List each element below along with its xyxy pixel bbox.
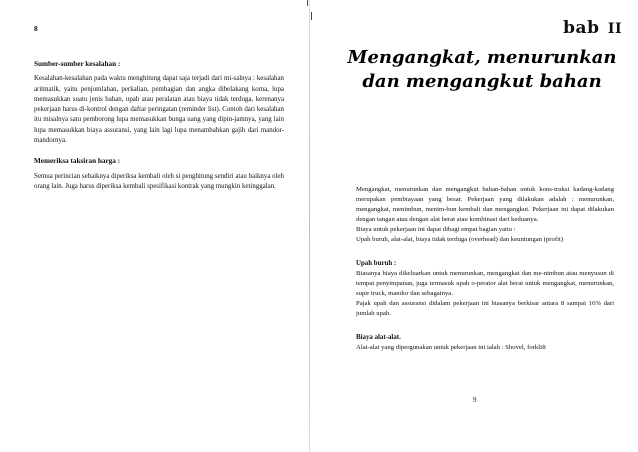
intro-paragraph: Mengangkat, menurunkan dan mengangkut bahan-bahan untuk kons-truksi kadang-kadang merupakan pembiayaan yang besar. Pekerjaan yang dilakukan adalah : menurunkan, mengangkat, menimbun, menim-bun kembali dan mengangkut. Pekerjaan ini dapat dilakukan dengan tangan atau dengan alat berat atau kombinasi dari keduanya. — [356, 186, 614, 223]
paragraph-labor-tax: Pajak upah dan assuransi didalam pekerjaan ini biasanya berkisar antara 8 sampai 16% dari jumlah upah. — [356, 300, 614, 317]
chapter-title-line1: Mengangkat, menurunkan — [347, 47, 617, 68]
paragraph-equipment-cost: Alat-alat yang dipergunakan untuk pekerjaan ini ialah : Shovel, forklift — [356, 344, 547, 351]
section-heading-error-sources: Sumber-sumber kesalahan : — [34, 60, 121, 68]
page-number-left: 8 — [34, 24, 38, 33]
section-heading-equipment-cost: Biaya alat-alat. — [356, 334, 401, 341]
page-number-right: 9 — [473, 396, 477, 404]
left-page — [0, 0, 309, 452]
chapter-word: bab — [563, 18, 600, 38]
section-heading-labor-wages: Upah buruh : — [356, 260, 397, 267]
chapter-number: II — [607, 21, 622, 37]
chapter-title-line2: dan mengangkut bahan — [362, 71, 602, 92]
right-page — [310, 0, 638, 452]
intro-paragraph: Upah buruh, alat-alat, biaya tidak terduga (overhead) dan keuntungan (profit) — [356, 236, 564, 243]
equipment-cost-block — [356, 333, 614, 353]
paragraph-labor-wages: Biasanya biaya dikeluarkan untuk menurunkan, mengangkat dan me-nimbun atau menyusun di tempat penyimpanan, juga termasuk upah o-perator alat berat untuk mengangkat, menurunkan, supir truck, mandor dan sebagainya. — [356, 270, 614, 297]
labor-wages-block — [356, 259, 614, 319]
scan-speck — [307, 0, 308, 6]
left-page-body — [34, 60, 284, 203]
chapter-label — [563, 18, 622, 38]
section-heading-price-check: Memeriksa taksiran harga : — [34, 157, 121, 166]
intro-block — [356, 185, 614, 245]
chapter-title — [334, 46, 630, 94]
paragraph-error-sources: Kesalahan-kesalahan pada waktu menghitung dapat saja terjadi dari mi-salnya : kesalahan aritmatik, yaitu penjumlahan, perkalian, pembagian dan angka dibelakang koma, lupa memasukkan suatu jenis bahan, upah atau peralatan atau biaya tidak terduga, kerenanya pekerjaan harus di-kontrol dengan daftar peringatan (reminder list). Contoh dari kesalahan itu misalnya satu pemborong lupa memasukkan bunga uang yang dipin-jamnya, yang lain lupa memasukkan biaya assuransi, yang lain lagi lupa menambahkan gajih dari mandor-mandornya. — [34, 75, 284, 145]
intro-paragraph: Biaya untuk pekerjaan ini dapat dibagi empat bagian yaitu : — [356, 226, 516, 233]
right-page-body — [356, 185, 614, 367]
paragraph-price-check: Semua perincian sebaiknya diperiksa kembali oleh si penghitung sendiri atau baiknya oleh orang lain. Juga harus diperiksa kembali spesifikasi kontrak yang mungkin ketinggalan. — [34, 172, 284, 190]
